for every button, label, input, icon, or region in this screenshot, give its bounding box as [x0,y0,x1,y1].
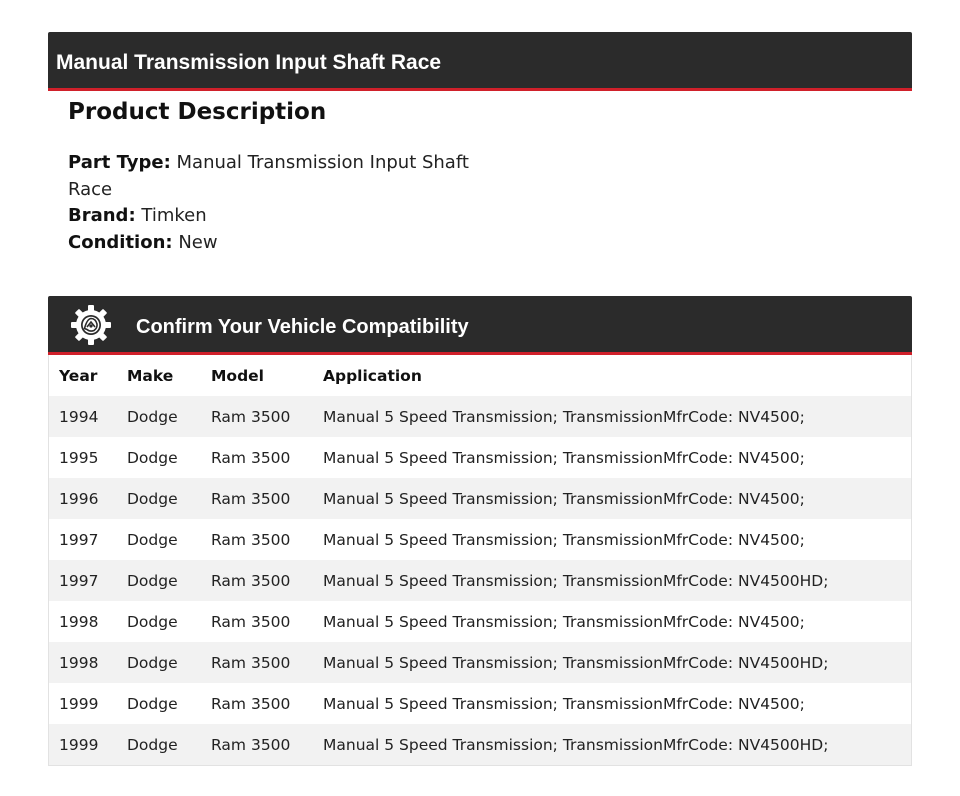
cell-model: Ram 3500 [211,653,291,672]
table-row [49,560,911,601]
table-row [49,396,911,437]
compatibility-table [48,355,912,766]
compatibility-bar [48,296,912,355]
cell-year: 1998 [59,612,99,631]
cell-make: Dodge [127,448,178,467]
spec-condition [68,230,488,257]
cell-model: Ram 3500 [211,448,291,467]
cell-year: 1994 [59,407,99,426]
spec-list [68,150,488,256]
cell-year: 1999 [59,735,99,754]
description-heading: Product Description [68,99,327,125]
cell-make: Dodge [127,653,178,672]
cell-year: 1999 [59,694,99,713]
cell-year: 1997 [59,530,99,549]
cell-model: Ram 3500 [211,530,291,549]
table-row [49,601,911,642]
cell-make: Dodge [127,407,178,426]
cell-application: Manual 5 Speed Transmission; TransmissionMfrCode: NV4500; [323,530,805,549]
table-header-row [49,355,911,396]
cell-make: Dodge [127,489,178,508]
cell-make: Dodge [127,612,178,631]
cell-model: Ram 3500 [211,571,291,590]
table-row [49,683,911,724]
cell-model: Ram 3500 [211,735,291,754]
cell-year: 1998 [59,653,99,672]
column-make: Make [127,355,211,396]
cell-year: 1997 [59,571,99,590]
cell-application: Manual 5 Speed Transmission; TransmissionMfrCode: NV4500; [323,694,805,713]
cell-application: Manual 5 Speed Transmission; TransmissionMfrCode: NV4500HD; [323,571,829,590]
compatibility-title: Confirm Your Vehicle Compatibility [136,316,469,338]
spec-value: New [178,231,218,253]
product-description [68,94,488,256]
spec-label: Condition: [68,231,173,253]
table-row [49,437,911,478]
cell-application: Manual 5 Speed Transmission; TransmissionMfrCode: NV4500; [323,612,805,631]
cell-year: 1995 [59,448,99,467]
cell-make: Dodge [127,735,178,754]
spec-part-type [68,150,488,203]
cell-application: Manual 5 Speed Transmission; TransmissionMfrCode: NV4500; [323,407,805,426]
table-row [49,642,911,683]
gear-icon [70,304,112,346]
cell-model: Ram 3500 [211,694,291,713]
cell-make: Dodge [127,694,178,713]
cell-application: Manual 5 Speed Transmission; TransmissionMfrCode: NV4500HD; [323,735,829,754]
product-title: Manual Transmission Input Shaft Race [56,51,442,74]
table-row [49,478,911,519]
cell-model: Ram 3500 [211,489,291,508]
table-row [49,519,911,560]
spec-value: Timken [141,205,207,226]
product-title-bar [48,32,912,91]
column-year: Year [49,355,127,396]
cell-make: Dodge [127,571,178,590]
cell-model: Ram 3500 [211,612,291,631]
spec-value: Manual Transmission Input Shaft Race [68,152,469,200]
cell-application: Manual 5 Speed Transmission; TransmissionMfrCode: NV4500HD; [323,653,829,672]
spec-label: Brand: [68,205,136,226]
column-application: Application [323,355,911,396]
column-model: Model [211,355,323,396]
spec-label: Part Type: [68,152,171,173]
spec-brand [68,203,488,230]
cell-application: Manual 5 Speed Transmission; TransmissionMfrCode: NV4500; [323,448,805,467]
cell-application: Manual 5 Speed Transmission; TransmissionMfrCode: NV4500; [323,489,805,508]
cell-year: 1996 [59,489,99,508]
cell-make: Dodge [127,530,178,549]
table-row [49,724,911,765]
cell-model: Ram 3500 [211,407,291,426]
